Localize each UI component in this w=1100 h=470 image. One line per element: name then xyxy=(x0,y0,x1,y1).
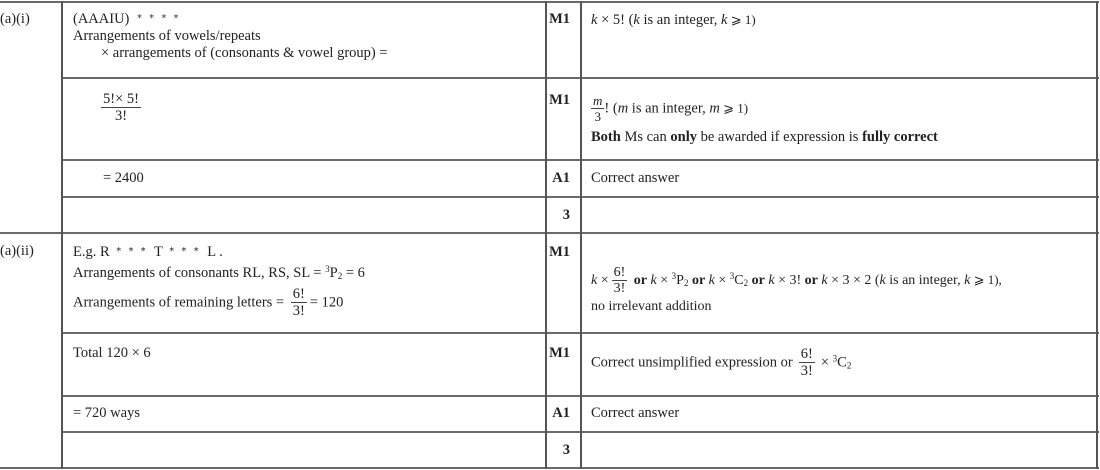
guidance-cell xyxy=(591,11,756,29)
working-text: Arrangements of remaining letters = $\frac{6!}{3!}$ = 120 xyxy=(73,286,344,319)
text: L . xyxy=(207,244,223,260)
guidance-cell: Correct unsimplified expression or $\frac{6!}{3!}$ × $^3C_2$ xyxy=(591,346,852,379)
text: is an integer, xyxy=(639,12,722,28)
denominator: 3! xyxy=(114,108,128,124)
text: is an integer, xyxy=(628,100,710,117)
fraction: $\frac{6!}{3!}$ xyxy=(613,265,626,296)
fraction: $\frac{6!}{3!}$ xyxy=(292,286,305,319)
working-text: Arrangements of consonants RL, RS, SL = $^3P_2 = 6$ xyxy=(73,264,365,281)
numerator: 5!× 5! xyxy=(103,91,139,107)
guidance-cell: k × $\frac{6!}{3!}$ or $k \times ^3P_2$ or $k \times ^3C_2$ or k × 3! or k × 3 × 2 (k is an integer, k ⩾ 1), no irrelevant addition xyxy=(591,265,1002,314)
fraction: $\frac{6!}{3!}$ xyxy=(800,346,813,379)
text: T xyxy=(154,244,163,260)
mark-total: 3 xyxy=(562,442,570,458)
working-text: Total 120 × 6 xyxy=(73,345,151,361)
mark-code: M1 xyxy=(549,345,570,361)
var: k xyxy=(633,12,640,28)
table-border-bottom xyxy=(0,467,1099,469)
text: ⩾ 1) xyxy=(719,100,749,116)
column-divider xyxy=(61,1,63,469)
var: m xyxy=(709,100,720,117)
working-text: = 720 ways xyxy=(73,405,140,421)
placeholder-stars: * * * xyxy=(169,246,201,257)
mark-code: M1 xyxy=(549,11,570,27)
var: m xyxy=(617,100,629,117)
placeholder-stars: * * * xyxy=(116,246,148,257)
guidance-cell: Correct answer xyxy=(591,405,680,421)
text: E.g. R xyxy=(73,244,110,260)
guidance-cell xyxy=(591,93,938,146)
fraction xyxy=(591,93,604,125)
numerator: m xyxy=(593,93,603,108)
working-text: Arrangements of vowels/repeats xyxy=(73,28,261,44)
var: k xyxy=(591,12,598,28)
working-text: (AAAIU) xyxy=(73,11,130,27)
working-cell xyxy=(73,243,365,319)
mark-code: A1 xyxy=(552,405,570,421)
working-text: = 2400 xyxy=(103,170,144,186)
part-divider xyxy=(0,232,1099,234)
guidance-cell: Correct answer xyxy=(591,170,680,186)
denominator: 3 xyxy=(594,109,601,124)
fraction xyxy=(101,92,141,124)
guidance-note: no irrelevant addition xyxy=(591,299,712,314)
mark-total: 3 xyxy=(562,207,570,223)
column-divider xyxy=(545,1,547,469)
column-divider xyxy=(580,1,582,469)
guidance-note: Both Ms can only be awarded if expression is fully correct xyxy=(591,129,938,145)
table-border-right xyxy=(1096,1,1098,469)
text: ! ( xyxy=(604,100,618,117)
mark-code: A1 xyxy=(552,170,570,186)
table-border-top xyxy=(0,1,1099,3)
text: ⩾ 1) xyxy=(727,12,756,27)
text: × 5! ( xyxy=(597,12,634,28)
mark-code: M1 xyxy=(549,92,570,108)
working-fraction xyxy=(98,92,144,124)
part-label: (a)(i) xyxy=(0,11,30,27)
mark-code: M1 xyxy=(549,244,570,260)
working-cell xyxy=(73,10,388,62)
working-text: × arrangements of (consonants & vowel group) = xyxy=(101,45,388,61)
placeholder-stars: * * * * xyxy=(137,13,181,24)
part-label: (a)(ii) xyxy=(0,243,34,259)
var: k xyxy=(721,12,728,28)
